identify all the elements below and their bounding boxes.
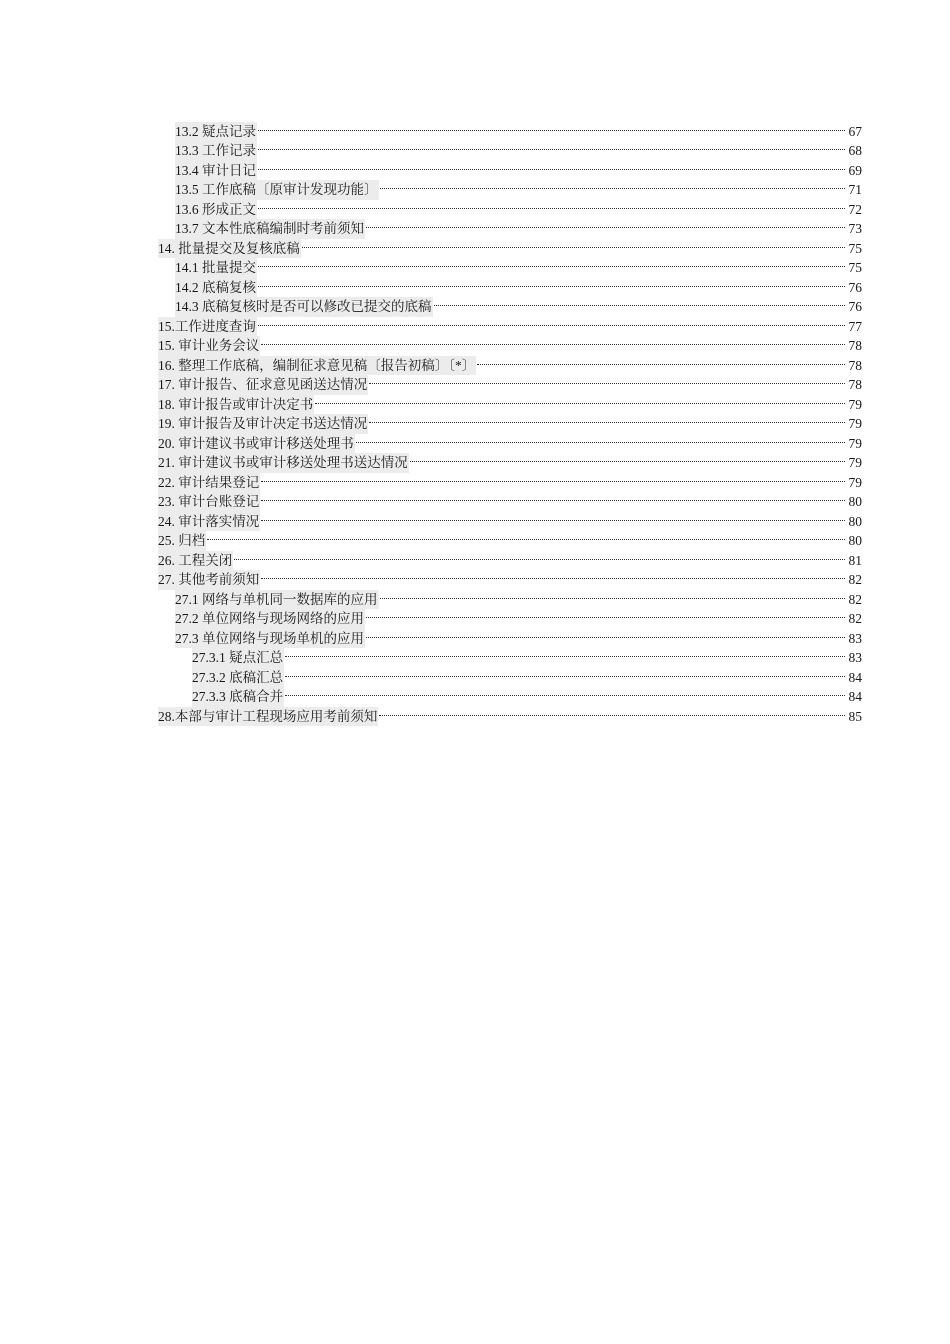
toc-entry-title: 13.4 审计日记 (175, 161, 257, 181)
toc-page-number: 73 (848, 221, 862, 236)
toc-entry-title: 28.本部与审计工程现场应用考前须知 (158, 707, 378, 727)
toc-page-number: 75 (848, 260, 862, 275)
toc-dot-leader (258, 194, 845, 214)
toc-entry[interactable] (158, 565, 862, 585)
toc-dot-leader (261, 467, 845, 487)
toc-entry[interactable] (158, 116, 862, 139)
toc-page-number: 85 (848, 708, 862, 724)
toc-entry-title: 27.1 网络与单机同一数据库的应用 (175, 590, 379, 610)
toc-page-number: 68 (848, 143, 862, 158)
toc-page-number: 78 (848, 377, 862, 392)
toc-entry[interactable] (158, 331, 862, 351)
toc-page-number: 76 (848, 299, 862, 314)
toc-page-number: 81 (848, 552, 862, 568)
toc-entry-title: 27.3.3 底稿合并 (192, 687, 284, 707)
toc-page-number: 84 (848, 669, 862, 685)
toc-entry[interactable] (158, 350, 862, 373)
toc-page-number: 80 (848, 494, 862, 509)
toc-entry[interactable] (158, 487, 862, 507)
toc-entry-title: 15.工作进度查询 (158, 317, 257, 337)
toc-page-number: 76 (848, 279, 862, 295)
toc-page-number: 69 (848, 162, 862, 178)
toc-entry[interactable] (158, 311, 862, 334)
toc-page-number: 82 (848, 611, 862, 626)
toc-dot-leader (258, 253, 845, 273)
toc-entry[interactable] (158, 526, 862, 546)
toc-page-number: 80 (848, 513, 862, 529)
toc-dot-leader (258, 272, 845, 292)
toc-entry-title: 21. 审计建议书或审计移送处理书送达情况 (158, 453, 409, 473)
toc-dot-leader (380, 175, 846, 195)
toc-page-number: 80 (848, 533, 862, 548)
toc-entry-title: 16. 整理工作底稿，编制征求意见稿〔报告初稿〕〔*〕 (158, 356, 476, 376)
toc-dot-leader (285, 662, 845, 682)
toc-entry-title: 14.1 批量提交 (175, 258, 257, 278)
toc-entry[interactable] (158, 214, 862, 234)
toc-entry-title: 27. 其他考前须知 (158, 570, 260, 590)
toc-page-number: 83 (848, 630, 862, 646)
toc-dot-leader (261, 565, 845, 585)
toc-dot-leader (302, 233, 845, 253)
toc-dot-leader (369, 409, 845, 429)
toc-entry-title: 13.5 工作底稿〔原审计发现功能〕 (175, 180, 379, 200)
toc-entry[interactable] (158, 194, 862, 217)
toc-dot-leader (285, 643, 845, 663)
toc-page-number: 67 (848, 123, 862, 139)
toc-entry-title: 13.6 形成正文 (175, 200, 257, 220)
toc-dot-leader (477, 350, 845, 370)
toc-entry-title: 27.3.2 底稿汇总 (192, 668, 284, 688)
toc-dot-leader (366, 604, 845, 624)
toc-entry-title: 25. 归档 (158, 531, 206, 551)
toc-page-number: 82 (848, 572, 862, 587)
toc-entry-title: 22. 审计结果登记 (158, 473, 260, 493)
table-of-contents (158, 116, 862, 724)
toc-entry-title: 14.3 底稿复核时是否可以修改已提交的底稿 (175, 297, 433, 317)
toc-dot-leader (261, 506, 845, 526)
toc-page-number: 83 (848, 650, 862, 665)
toc-entry-title: 17. 审计报告、征求意见函送达情况 (158, 375, 368, 395)
toc-page-number: 72 (848, 201, 862, 217)
toc-dot-leader (380, 584, 846, 604)
toc-dot-leader (366, 214, 845, 234)
toc-entry[interactable] (158, 272, 862, 295)
toc-entry[interactable] (158, 136, 862, 156)
toc-entry-title: 27.2 单位网络与现场网络的应用 (175, 609, 365, 629)
toc-page-number: 75 (848, 240, 862, 256)
toc-entry-title: 15. 审计业务会议 (158, 336, 260, 356)
toc-entry[interactable] (158, 584, 862, 607)
toc-entry[interactable] (158, 506, 862, 529)
toc-entry[interactable] (158, 292, 862, 312)
toc-page-number: 84 (848, 689, 862, 704)
toc-entry-title: 24. 审计落实情况 (158, 512, 260, 532)
toc-entry-title: 27.3 单位网络与现场单机的应用 (175, 629, 365, 649)
toc-dot-leader (369, 370, 845, 390)
toc-dot-leader (234, 545, 845, 565)
toc-page-number: 78 (848, 338, 862, 353)
toc-page-number: 79 (848, 396, 862, 412)
toc-entry[interactable] (158, 253, 862, 273)
toc-dot-leader (315, 389, 845, 409)
toc-page-number: 79 (848, 455, 862, 470)
toc-entry-title: 14. 批量提交及复核底稿 (158, 239, 301, 259)
toc-dot-leader (261, 487, 845, 507)
toc-entry[interactable] (158, 467, 862, 490)
toc-entry-title: 19. 审计报告及审计决定书送达情况 (158, 414, 368, 434)
toc-dot-leader (258, 116, 845, 136)
toc-dot-leader (410, 448, 845, 468)
toc-entry-title: 14.2 底稿复核 (175, 278, 257, 298)
toc-page-number: 77 (848, 318, 862, 334)
toc-entry-title: 27.3.1 疑点汇总 (192, 648, 284, 668)
toc-dot-leader (285, 682, 845, 702)
toc-page-number: 79 (848, 435, 862, 451)
toc-entry-title: 18. 审计报告或审计决定书 (158, 395, 314, 415)
toc-page-number: 78 (848, 357, 862, 373)
toc-dot-leader (258, 155, 845, 175)
toc-entry-title: 13.2 疑点记录 (175, 122, 257, 142)
toc-dot-leader (356, 428, 845, 448)
toc-entry-title: 13.3 工作记录 (175, 141, 257, 161)
toc-dot-leader (379, 701, 845, 721)
toc-page-number: 79 (848, 416, 862, 431)
toc-page-number: 71 (848, 182, 862, 197)
toc-entry-title: 26. 工程关闭 (158, 551, 233, 571)
toc-dot-leader (261, 331, 845, 351)
toc-dot-leader (207, 526, 845, 546)
toc-entry-title: 13.7 文本性底稿编制时考前须知 (175, 219, 365, 239)
toc-entry[interactable] (158, 545, 862, 568)
toc-dot-leader (258, 311, 845, 331)
toc-dot-leader (434, 292, 846, 312)
toc-entry-title: 20. 审计建议书或审计移送处理书 (158, 434, 355, 454)
toc-entry-title: 23. 审计台账登记 (158, 492, 260, 512)
toc-page-number: 82 (848, 591, 862, 607)
toc-entry[interactable] (158, 175, 862, 195)
toc-entry[interactable] (158, 155, 862, 178)
toc-page-number: 79 (848, 474, 862, 490)
toc-dot-leader (258, 136, 845, 156)
toc-dot-leader (366, 623, 845, 643)
